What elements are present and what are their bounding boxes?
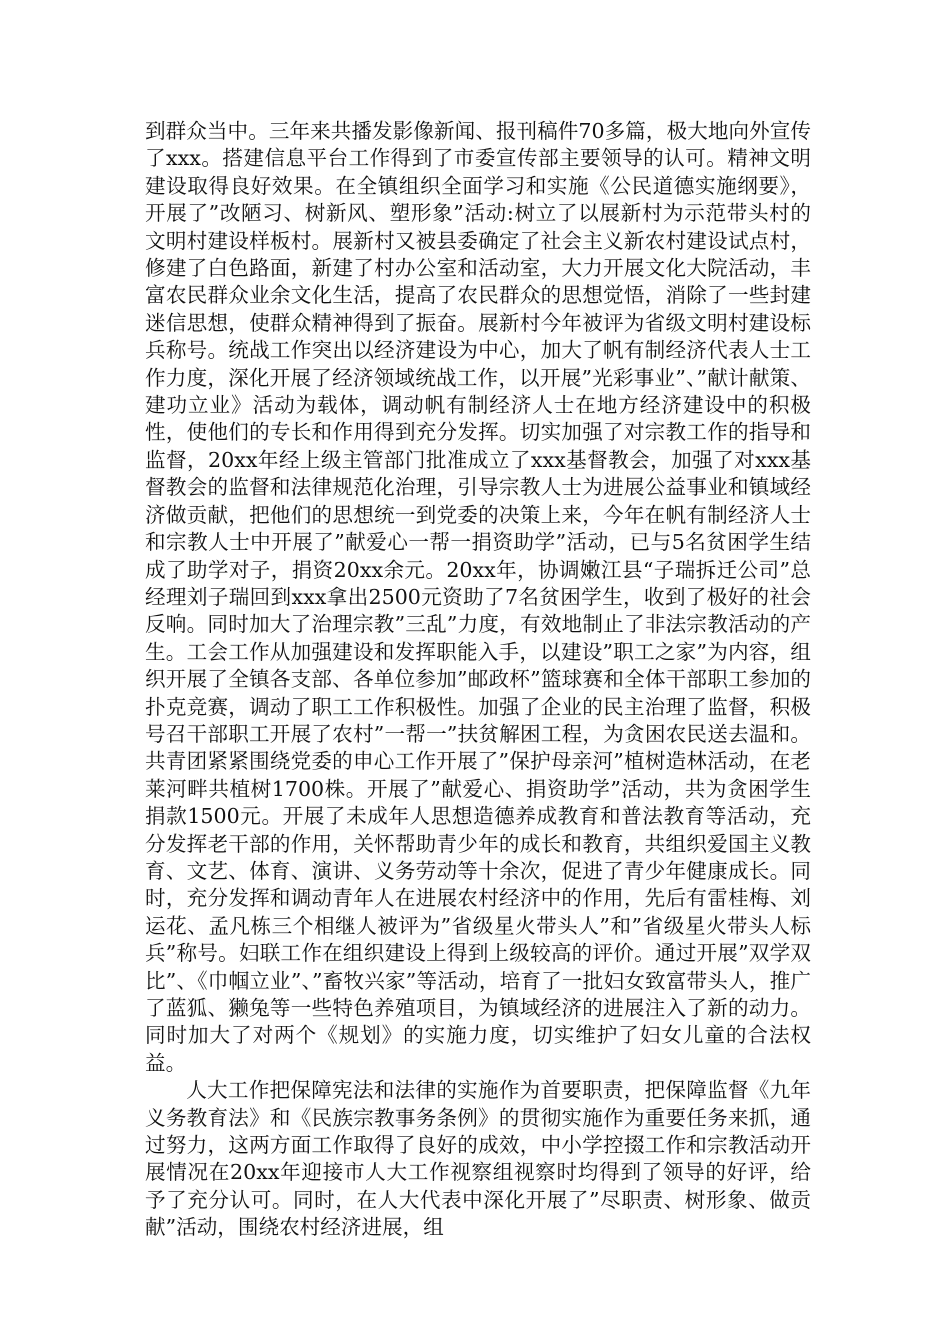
document-page — [145, 118, 811, 1242]
body-paragraph-1: 到群众当中。三年来共播发影像新闻、报刊稿件70多篇，极大地向外宣传了xxx。搭建信息平台工作得到了市委宣传部主要领导的认可。精神文明建设取得良好效果。在全镇组织全面学习和实施《公民道德实施纲要》，开展了”改陋习、树新风、塑形象”活动:树立了以展新村为示范带头村的文明村建设样板村。展新村又被县委确定了社会主义新农村建设试点村，修建了白色路面，新建了村办公室和活动室，大力开展文化大院活动，丰富农民群众业余文化生活，提高了农民群众的思想觉悟，消除了一些封建迷信思想，使群众精神得到了振奋。展新村今年被评为省级文明村建设标兵称号。统战工作突出以经济建设为中心，加大了帆有制经济代表人士工作力度，深化开展了经济领域统战工作，以开展”光彩事业”、”献计献策、建功立业》活动为载体，调动帆有制经济人士在地方经济建设中的积极性，使他们的专长和作用得到充分发挥。切实加强了对宗教工作的指导和监督，20xx年经上级主管部门批准成立了xxx基督教会，加强了对xxx基督教会的监督和法律规范化治理，引导宗教人士为进展公益事业和镇域经济做贡献，把他们的思想统一到党委的决策上来，今年在帆有制经济人士和宗教人士中开展了”献爱心一帮一捐资助学”活动，已与5名贫困学生结成了助学对子，捐资20xx余元。20xx年，协调嫩江县“子瑞拆迁公司”总经理刘子瑞回到xxx拿出2500元资助了7名贫困学生，收到了极好的社会反响。同时加大了治理宗教”三乱”力度，有效地制止了非法宗教活动的产生。工会工作从加强建设和发挥职能入手，以建设”职工之家”为内容，组织开展了全镇各支部、各单位参加”邮政杯”篮球赛和全体干部职工参加的扑克竞赛，调动了职工工作积极性。加强了企业的民主治理了监督，积极号召干部职工开展了农村”一帮一”扶贫解困工程，为贪困农民送去温和。共青团紧紧围绕党委的申心工作开展了”保护母亲河”植树造林活动，在老莱河畔共植树1700株。开展了”献爱心、捐资助学”活动，共为贪困学生捐款1500元。开展了未成年人思想造德养成教育和普法教育等活动，充分发挥老干部的作用，关怀帮助青少年的成长和教育，共组织爱国主义教育、文艺、体育、演讲、义务劳动等十余次，促进了青少年健康成长。同时，充分发挥和调动青年人在进展农村经济中的作用，先后有雷桂梅、刘运花、孟凡栋三个相继人被评为”省级星火带头人”和”省级星火带头人标兵”称号。妇联工作在组织建设上得到上级较高的评价。通过开展”双学双比”、《巾帼立业”、”畜牧兴家”等活动，培育了一批妇女致富带头人，推广了蓝狐、獭兔等一些特色养殖项目，为镇域经济的进展注入了新的动力。同时加大了对两个《规划》的实施力度，切实维护了妇女儿童的合法权益。 — [145, 119, 811, 1075]
body-paragraph-2: 人大工作把保障宪法和法律的实施作为首要职责，把保障监督《九年义务教育法》和《民族宗教事务条例》的贯彻实施作为重要任务来抓，通过努力，这两方面工作取得了良好的成效，中小学控掇工作和宗教活动开展情况在20xx年迎接市人大工作视察组视察时均得到了领导的好评，给予了充分认可。同时，在人大代表中深化开展了”尽职责、树形象、做贡献”活动，围绕农村经济进展，组 — [145, 1078, 811, 1240]
